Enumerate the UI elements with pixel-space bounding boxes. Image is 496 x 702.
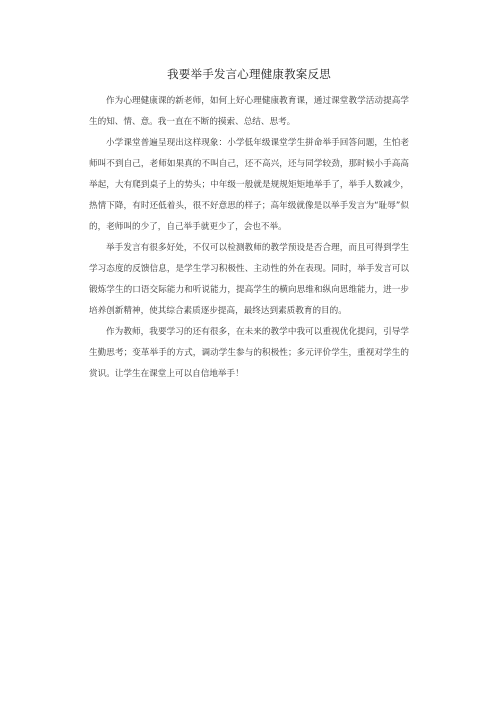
paragraph-3: 举手发言有很多好处，不仅可以检测教师的教学预设是否合理，而且可得到学生学习态度的反馈信息，是学生学习积极性、主动性的外在表现。同时，举手发言可以锻炼学生的口语交际能力和听说能力，提高学生的横向思维和纵向思维能力，进一步培养创新精神，使其综合素质逐步提高，最终达到素质教育的目的。 xyxy=(89,243,409,316)
document-body xyxy=(89,66,409,385)
paragraph-4: 作为教师，我要学习的还有很多，在未来的教学中我可以重视优化提问，引导学生勤思考；变革举手的方式，调动学生参与的积极性；多元评价学生，重视对学生的赏识。让学生在课堂上可以自信地举手！ xyxy=(89,327,409,379)
paragraph-1: 作为心理健康课的新老师，如何上好心理健康教育课，通过课堂教学活动提高学生的知、情、意。我一直在不断的摸索、总结、思考。 xyxy=(89,96,409,127)
paragraph-2: 小学课堂普遍呈现出这样现象：小学低年级课堂学生拼命举手回答问题，生怕老师叫不到自己，老师如果真的不叫自己，还不高兴，还与同学较劲，那时候小手高高举起，大有爬到桌子上的势头；中年级一般就是规规矩矩地举手了，举手人数减少，热情下降，有时还低着头，很不好意思的样子；高年级就像是以举手发言为“耻辱”似的，老师叫的少了，自己举手就更少了，会也不举。 xyxy=(89,138,409,232)
document-title: 我要举手发言心理健康教案反思 xyxy=(167,67,331,81)
